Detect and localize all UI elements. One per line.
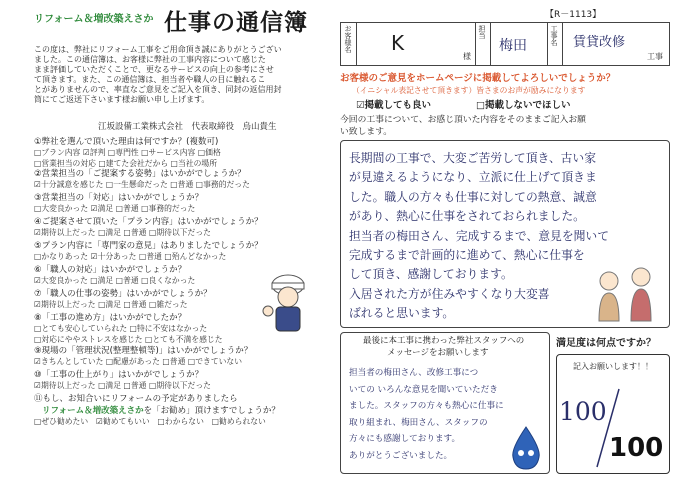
company-signature: 江坂設備工業株式会社 代表取締役 烏山貴生	[98, 122, 277, 132]
website-no-option[interactable]: □掲載しないでほしい	[476, 100, 571, 111]
question-2: ②営業担当の「ご提案する姿勢」はいかがでしょうか？ ☑十分誠意を感じた □一生懸命だった □普通 □事務的だった	[34, 169, 250, 189]
question-3: ③営業担当の「対応」はいかがでしょうか？ □大変良かった ☑満足 □普通 □事務的だった	[34, 193, 204, 213]
koji-value: 賃貸改修	[573, 35, 626, 50]
comment-box	[340, 140, 670, 328]
website-question: お客様のご意見をホームページに掲載してよろしいでしょうか？	[340, 73, 616, 84]
family-illustration-icon	[587, 259, 667, 323]
score-denominator: 100	[609, 433, 664, 463]
score-box	[556, 354, 670, 474]
question-4: ④ご提案させて頂いた「プラン内容」はいかがでしょうか？ ☑期待以上だった □満足 □普通 □期待以下だった	[34, 217, 263, 237]
website-yes-option[interactable]: ☑掲載しても良い	[356, 100, 432, 111]
tanto-label: 担当	[475, 23, 491, 65]
staff-title-2: メッセージをお願いします	[387, 348, 489, 358]
score-handwritten-value: 100	[559, 397, 607, 426]
customer-name: K	[391, 31, 405, 55]
question-10: ⑩「工事の仕上がり」はいかがでしょうか？ ☑期待以上だった □満足 □普通 □期待以下だった	[34, 370, 211, 390]
water-drop-mascot-icon	[509, 425, 543, 471]
page-title: 仕事の通信簿	[164, 10, 308, 36]
intro-text: この度は、弊社にリフォーム工事をご用命頂き誠にありがとうござい ました。この通信簿は、お客様に弊社の工事内容について感じた まま評価していただくことで、更なるサービスの向上の参考にさせ て頂きます。また、この通信簿は、担当者や職人の目に触れるこ とがありませんので、率直なご意見をご記入を頂き、同封の返信用封 筒にてご返送下さいます様お願い申し上げます。	[34, 45, 282, 104]
question-5: ⑤プラン内容に「専門家の意見」はありましたでしょうか？ □かなりあった ☑十分あった □普通 □殆んどなかった	[34, 241, 263, 261]
koji-label: 工事名	[547, 23, 563, 65]
brand-label: リフォーム＆増改築えさか	[34, 14, 154, 25]
score-instruction: 記入お願いします！！	[573, 362, 653, 371]
comment-prompt-2: い致します。	[340, 127, 393, 137]
question-8: ⑧「工事の進め方」はいかがでしたか？ □とても安心していられた □特に不安はなかった □対応にややストレスを感じた □とても不満を感じた	[34, 313, 223, 344]
koji-suffix: 工事	[647, 52, 663, 61]
question-7: ⑦「職人の仕事の姿勢」はいかがでしょうか？ ☑期待以上だった □満足 □普通 □雑だった	[34, 289, 212, 309]
tanto-value: 梅田	[499, 38, 527, 54]
staff-title-1: 最後に本工事に携わった弊社スタッフへの	[363, 336, 525, 346]
customer-label: お客様名	[341, 23, 357, 65]
worker-mascot-icon	[252, 265, 322, 335]
question-9: ⑨現場の「管理状況(整理整頓等)」はいかがでしょうか？ ☑きちんとしていた □配慮があった □普通 □できていない	[34, 346, 253, 366]
question-1: ①弊社を選んで頂いた理由は何ですか？(複数可) □プラン内容 ☑評判 □専門性 □サービス内容 □価格 □営業担当の対応 □建てた会社だから □当社の場所	[34, 137, 221, 168]
customer-sama: 様	[463, 52, 471, 61]
customer-form-header	[340, 22, 670, 66]
question-11: ⑪もし、お知合いにリフォームの予定がありましたら リフォーム＆増改築えさかを「お勧め」頂けますでしょうか？ □ぜひ勧めたい ☑勧めてもいい □わからない □勧められない	[34, 394, 280, 426]
comment-handwriting: 長期間の工事で、大変ご苦労して頂き、古い家 が見違えるようになり、立派に仕上げて頂きま した。職人の方々も仕事に対しての熱意、誠意 があり、熱心に仕事をされておられました。 担当者の梅田さん、完成するまで、意見を聞いて 完成するまで計画的に進めて、熱心に仕事を して頂き、感謝しております。 入居された方が住みやすくなり大変喜 ばれると思います。	[349, 151, 610, 321]
serial-number: 【R－1113】	[545, 10, 602, 20]
staff-message-box	[340, 332, 550, 474]
website-note: （イニシャル表記させて頂きます）皆さまのお声が励みになります	[352, 86, 586, 95]
comment-prompt-1: 今回の工事について、お感じ頂いた内容をそのままご記入お願	[340, 115, 586, 125]
score-title: 満足度は何点ですか？	[556, 338, 656, 349]
staff-handwriting: 担当者の梅田さん、改修工事につ いての いろんな意見を聞いていただき ました。スタッフの方々も熱心に仕事に 取り組まれ、梅田さん、スタッフの 方々にも感謝しております。 ありがとうございました。	[349, 368, 504, 461]
question-6: ⑥「職人の対応」はいかがでしょうか？ ☑大変良かった □満足 □普通 □良くなかった	[34, 265, 196, 285]
